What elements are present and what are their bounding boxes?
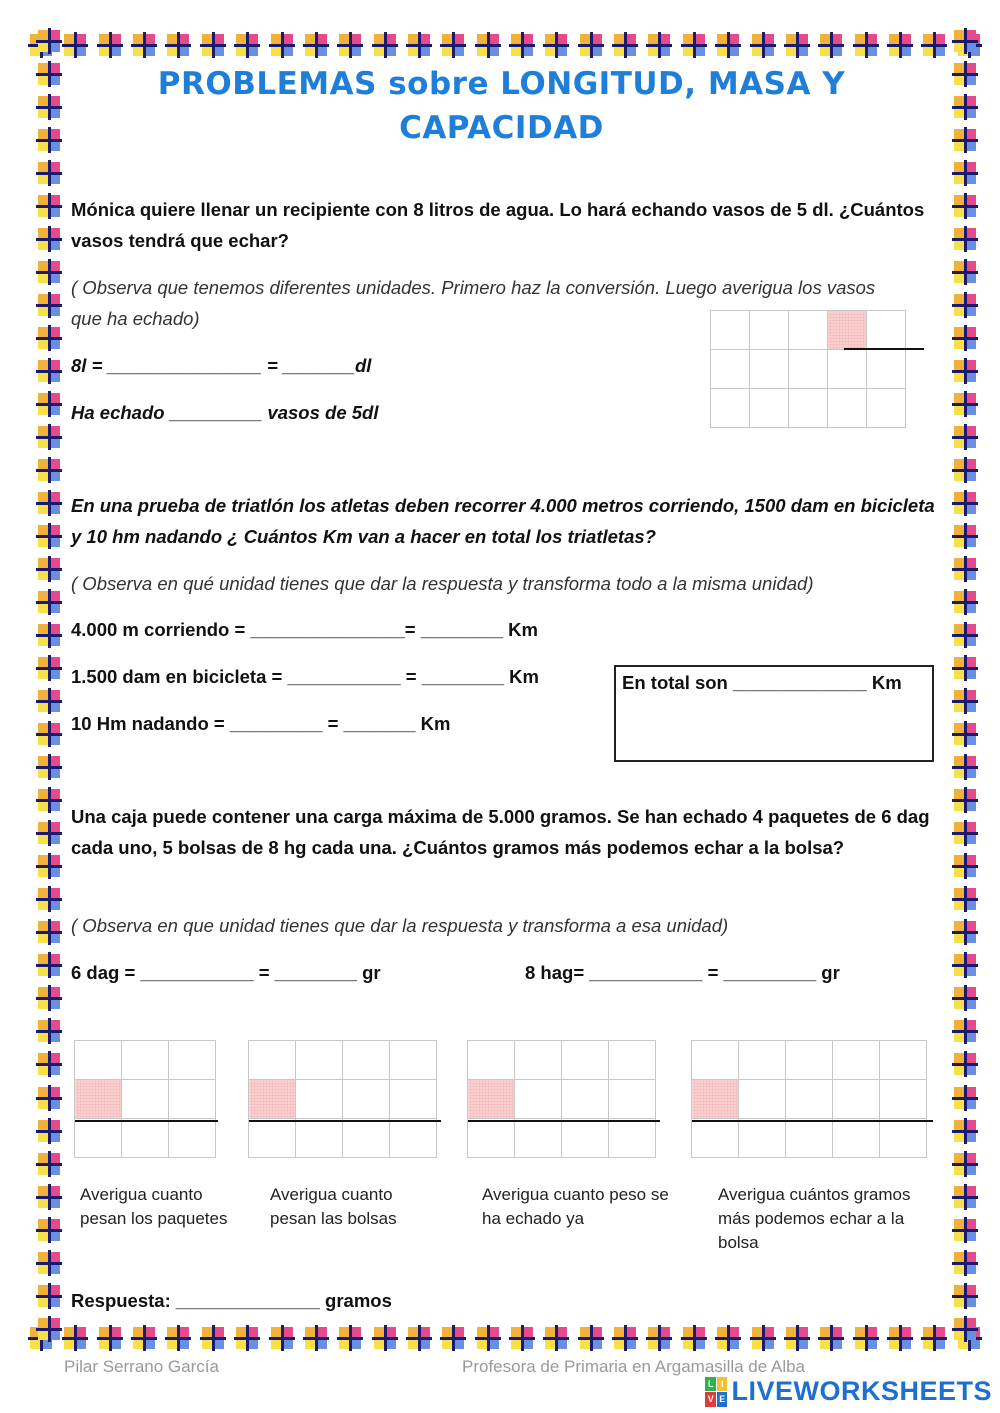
border-ornament <box>954 657 976 679</box>
border-ornament <box>202 34 224 56</box>
grid-4-baseline <box>692 1120 933 1122</box>
liveworksheets-logo[interactable] <box>705 1376 992 1407</box>
liveworksheets-wordmark: LIVEWORKSHEETS <box>731 1376 992 1406</box>
problem-3-grid-2 <box>248 1040 437 1158</box>
border-ornament <box>954 789 976 811</box>
border-ornament <box>38 294 60 316</box>
problem-1-place-value-grid <box>710 310 906 428</box>
border-ornament <box>954 393 976 415</box>
border-ornament <box>38 492 60 514</box>
border-ornament <box>38 129 60 151</box>
border-ornament <box>38 1186 60 1208</box>
border-ornament <box>38 1120 60 1142</box>
border-ornament <box>648 34 670 56</box>
problem-3-answer-line[interactable]: Respuesta: ______________ gramos <box>71 1290 392 1311</box>
border-ornament <box>954 30 976 52</box>
problem-3-hg-conversion[interactable]: 8 hag= ___________ = _________ gr <box>525 962 840 983</box>
border-ornament <box>954 1219 976 1241</box>
page-title: PROBLEMAS sobre LONGITUD, MASA Y CAPACIDAD <box>157 66 846 146</box>
grid-baseline <box>844 348 924 350</box>
border-ornament <box>820 34 842 56</box>
problem-3-grid-4 <box>691 1040 927 1158</box>
border-ornament <box>855 34 877 56</box>
border-ornament <box>339 34 361 56</box>
caption-remaining-grams: Averigua cuántos gramos más podemos echar a la bolsa <box>718 1185 911 1252</box>
border-ornament <box>954 1120 976 1142</box>
border-ornament <box>954 129 976 151</box>
border-ornament <box>954 1318 976 1340</box>
border-ornament <box>38 459 60 481</box>
border-ornament <box>580 34 602 56</box>
border-ornament <box>889 34 911 56</box>
border-ornament <box>38 987 60 1009</box>
worksheet-content <box>58 56 945 1336</box>
border-ornament <box>38 690 60 712</box>
border-ornament <box>38 96 60 118</box>
caption-packages: Averigua cuanto pesan los paquetes <box>80 1185 228 1228</box>
border-ornament <box>38 261 60 283</box>
border-ornament <box>38 591 60 613</box>
border-ornament <box>38 1285 60 1307</box>
border-ornament <box>38 327 60 349</box>
border-ornament <box>954 162 976 184</box>
border-ornament <box>38 657 60 679</box>
border-ornament <box>38 1318 60 1340</box>
border-ornament <box>545 34 567 56</box>
problem-1-glasses-line[interactable]: Ha echado _________ vasos de 5dl <box>71 402 379 423</box>
border-ornament <box>38 855 60 877</box>
caption-weight-so-far: Averigua cuanto peso se ha echado ya <box>482 1185 669 1228</box>
border-ornament <box>717 34 739 56</box>
problem-2-total-line[interactable]: En total son _____________ Km <box>622 672 902 693</box>
problem-1-conversion-line[interactable]: 8l = _______________ = _______dl <box>71 355 372 376</box>
border-ornament <box>954 954 976 976</box>
border-ornament <box>477 34 499 56</box>
grid-2-baseline <box>249 1120 441 1122</box>
border-ornament <box>38 1219 60 1241</box>
border-ornament <box>954 294 976 316</box>
border-ornament <box>954 228 976 250</box>
problem-3-hint: ( Observa en que unidad tienes que dar la respuesta y transforma a esa unidad) <box>71 915 729 936</box>
border-ornament <box>954 327 976 349</box>
border-ornament <box>38 525 60 547</box>
border-ornament <box>38 1252 60 1274</box>
border-ornament <box>38 63 60 85</box>
problem-2-cycling-line[interactable]: 1.500 dam en bicicleta = ___________ = ________ Km <box>71 666 539 687</box>
border-ornament <box>167 34 189 56</box>
border-ornament <box>38 1087 60 1109</box>
grid-1-baseline <box>75 1120 218 1122</box>
border-ornament <box>954 1087 976 1109</box>
problem-3-dag-conversion[interactable]: 6 dag = ___________ = ________ gr <box>71 962 381 983</box>
border-ornament <box>954 723 976 745</box>
border-ornament <box>374 34 396 56</box>
border-ornament <box>38 789 60 811</box>
liveworksheets-icon: L I V E <box>705 1377 727 1407</box>
caption-bags: Averigua cuanto pesan las bolsas <box>270 1185 397 1228</box>
border-ornament <box>954 690 976 712</box>
problem-2-swimming-line[interactable]: 10 Hm nadando = _________ = _______ Km <box>71 713 451 734</box>
border-ornament <box>954 822 976 844</box>
border-ornament <box>38 624 60 646</box>
footer-author: Pilar Serrano García <box>64 1357 219 1376</box>
border-ornament <box>954 987 976 1009</box>
border-ornament <box>64 34 86 56</box>
border-ornament <box>954 360 976 382</box>
border-ornament <box>954 591 976 613</box>
grid-3-baseline <box>468 1120 660 1122</box>
border-ornament <box>786 34 808 56</box>
border-ornament <box>38 1020 60 1042</box>
border-ornament <box>38 426 60 448</box>
border-ornament <box>614 34 636 56</box>
border-ornament <box>954 921 976 943</box>
problem-3-grid-1 <box>74 1040 216 1158</box>
border-ornament <box>38 162 60 184</box>
border-ornament <box>954 1153 976 1175</box>
border-ornament <box>954 525 976 547</box>
border-ornament <box>954 1285 976 1307</box>
border-ornament <box>38 723 60 745</box>
border-ornament <box>38 360 60 382</box>
problem-2-statement: En una prueba de triatlón los atletas deben recorrer 4.000 metros corriendo, 1500 dam en bicicleta y 10 hm nadando ¿ Cuántos Km van a hacer en total los triatletas? <box>71 495 935 547</box>
border-ornament <box>442 34 464 56</box>
border-ornament <box>38 195 60 217</box>
problem-3-statement: Una caja puede contener una carga máxima de 5.000 gramos. Se han echado 4 paquetes de 6 dag cada uno, 5 bolsas de 8 hg cada una. ¿Cuántos gramos más podemos echar a la bolsa? <box>71 806 930 858</box>
border-ornament <box>271 34 293 56</box>
border-ornament <box>954 1252 976 1274</box>
border-ornament <box>954 1020 976 1042</box>
border-ornament <box>954 1053 976 1075</box>
border-ornament <box>38 1153 60 1175</box>
border-ornament <box>752 34 774 56</box>
border-ornament <box>954 63 976 85</box>
border-ornament <box>683 34 705 56</box>
border-ornament <box>954 195 976 217</box>
border-right <box>950 30 980 1340</box>
border-ornament <box>954 558 976 580</box>
border-ornament <box>38 228 60 250</box>
border-ornament <box>954 855 976 877</box>
border-ornament <box>38 30 60 52</box>
problem-3-grid-3 <box>467 1040 656 1158</box>
border-ornament <box>954 888 976 910</box>
footer-role: Profesora de Primaria en Argamasilla de Alba <box>462 1357 806 1376</box>
border-ornament <box>954 261 976 283</box>
border-ornament <box>38 888 60 910</box>
border-ornament <box>954 756 976 778</box>
border-ornament <box>954 492 976 514</box>
problem-1-hint: ( Observa que tenemos diferentes unidades. Primero haz la conversión. Luego averigua los vasos que ha echado) <box>71 277 876 329</box>
problem-2-running-line[interactable]: 4.000 m corriendo = _______________= ________ Km <box>71 619 538 640</box>
border-ornament <box>38 954 60 976</box>
border-ornament <box>99 34 121 56</box>
border-ornament <box>923 34 945 56</box>
border-ornament <box>954 96 976 118</box>
border-ornament <box>954 459 976 481</box>
border-ornament <box>408 34 430 56</box>
border-ornament <box>38 921 60 943</box>
problem-1-statement: Mónica quiere llenar un recipiente con 8 litros de agua. Lo hará echando vasos de 5 dl. ¿Cuántos vasos tendrá que echar? <box>71 199 925 251</box>
border-ornament <box>511 34 533 56</box>
border-ornament <box>236 34 258 56</box>
problem-2-hint: ( Observa en qué unidad tienes que dar la respuesta y transforma todo a la misma unidad) <box>71 573 814 594</box>
border-ornament <box>38 1053 60 1075</box>
border-ornament <box>38 393 60 415</box>
border-ornament <box>38 822 60 844</box>
border-ornament <box>38 756 60 778</box>
border-ornament <box>133 34 155 56</box>
problem-2-total-box <box>614 665 934 762</box>
border-ornament <box>954 1186 976 1208</box>
border-ornament <box>954 426 976 448</box>
border-ornament <box>38 558 60 580</box>
border-ornament <box>305 34 327 56</box>
border-ornament <box>954 624 976 646</box>
